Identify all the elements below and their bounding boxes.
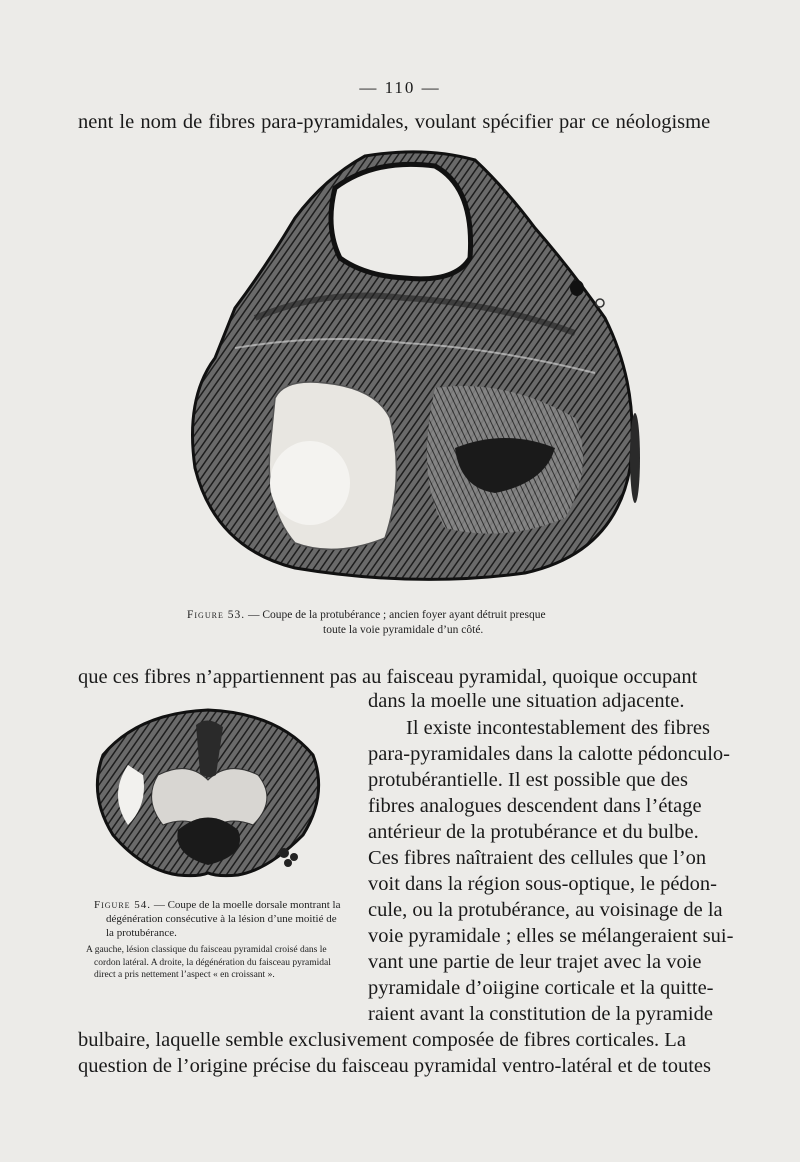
figure-53-caption-line-1 [187,608,546,623]
body-line: antérieur de la protubérance et du bulbe. [368,821,699,843]
page-number: — 110 — [359,78,441,97]
body-line: cule, ou la protubérance, au voisinage de la [368,899,723,921]
body-line: fibres analogues descendent dans l’étage [368,795,702,817]
body-line: vant une partie de leur trajet avec la voie [368,951,702,973]
body-line: para-pyramidales dans la calotte pédonculo- [368,743,731,765]
figure-54-caption-text: — Coupe de la moelle dorsale montrant la dégénération consécutive à la lésion d’une moitié de la protubérance. [106,899,341,939]
body-line: Ces fibres naîtraient des cellules que l’on [368,847,707,869]
top-text-line: nent le nom de fibres para-pyramidales, voulant spécifier par ce néologisme [78,111,711,133]
body-line: question de l’origine précise du faisceau pyramidal ventro-latéral et de toutes [78,1055,711,1077]
figure-53-label: Figure 53. [187,609,246,621]
body-line: protubérantielle. Il est possible que des [368,769,688,791]
figure-54-caption-sub: A gauche, lésion classique du faisceau pyramidal croisé dans le cordon latéral. A droite, la dégénération du faisceau pyramidal direct a pris nettement l’aspect « en croissant ». [86,945,331,980]
body-line: pyramidale d’oiigine corticale et la quitte- [368,977,714,999]
body-line: raient avant la constitution de la pyramide [368,1003,713,1025]
figure-54-label: Figure 54. [94,899,152,911]
figure-53-caption-text: — Coupe de la protubérance ; ancien foyer ayant détruit presque [247,609,546,621]
figure-54-caption-main [94,898,344,940]
body-line: bulbaire, laquelle semble exclusivement composée de fibres corticales. La [78,1029,686,1051]
body-line: voit dans la région sous-optique, le pédon- [368,873,718,895]
figure-54-illustration [88,705,328,890]
body-line: voie pyramidale ; elles se mélangeraient sui- [368,925,734,947]
body-line: que ces fibres n’appartiennent pas au faisceau pyramidal, quoique occupant [78,666,698,688]
figure-54-caption [82,898,344,982]
body-line: Il existe incontestablement des fibres [406,717,710,739]
figure-53-caption-line-2: toute la voie pyramidale d’un côté. [323,624,484,636]
body-line: dans la moelle une situation adjacente. [368,690,685,712]
figure-53-illustration [175,148,645,588]
